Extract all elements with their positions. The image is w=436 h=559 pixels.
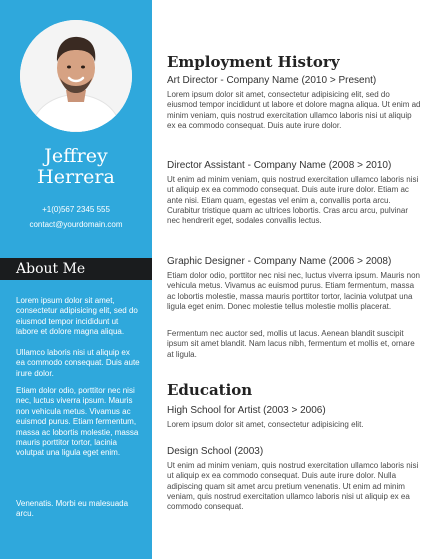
job-description: Fermentum nec auctor sed, mollis ut lacus. Aenean blandit suscipit ipsum sit amet blandit. Nam lacus nibh, fermentum et mollis et, ornare at ligula.: [167, 329, 415, 359]
first-name: Jeffrey: [44, 145, 108, 167]
profile-name: [0, 146, 152, 188]
about-paragraph: Etiam dolor odio, porttitor nec nisi nec, luctus viverra ipsum. Mauris non vehicula metus. Vivamus ac euismod purus. Etiam fermentum, massa ac lobortis molestie, massa mauris porttitor tortor, lacinia volutpat una ligula eget enim.: [16, 386, 139, 458]
job-description: Lorem ipsum dolor sit amet, consectetur adipisicing elit, sed do eiusmod tempor incididunt ut labore et dolore magna aliqua. Ut enim ad minim veniam, quis nostrud exercitation ullamco laboris nisi ut aliquip ex ea commodo consequat. Duis aute irure dolor.: [167, 90, 421, 130]
about-paragraph: Lorem ipsum dolor sit amet, consectetur adipisicing elit, sed do eiusmod tempor incididunt ut labore et dolore magna aliqua.: [16, 296, 138, 337]
last-name: Herrera: [37, 166, 115, 188]
education-title: Design School (2003): [167, 446, 264, 457]
about-paragraph: Venenatis. Morbi eu malesuada arcu.: [16, 499, 129, 519]
job-title: Graphic Designer - Company Name (2006 > 2008): [167, 256, 392, 267]
profile-photo: [20, 20, 132, 132]
employment-heading: Employment History: [167, 53, 340, 71]
education-description: Ut enim ad minim veniam, quis nostrud exercitation ullamco laboris nisi ut aliquip ex ea commodo consequat. Duis aute irure dolor. Nulla adipiscing quam sit amet arcu pretium venenatis. Ut enim ad minim veniam, quis nostrud exercitation ullamco laboris nisi ut aliquip ex ea commodo consequat.: [167, 461, 419, 512]
job-description: Etiam dolor odio, porttitor nec nisi nec, luctus viverra ipsum. Mauris non vehicula metus. Vivamus ac euismod purus. Etiam fermentum, massa ac lobortis molestie, massa mauris porttitor tortor, lacinia volutpat una ligula eget enim. Donec molestie tellus molestie mollis placerat.: [167, 271, 420, 311]
job-title: Art Director - Company Name (2010 > Present): [167, 75, 377, 86]
portrait-image: [20, 20, 132, 132]
job-description: Ut enim ad minim veniam, quis nostrud exercitation ullamco laboris nisi ut aliquip ex ea commodo consequat. Duis aute irure dolor. Etiam ac ante nisi. Etiam quam, egestas vel enim a, convallis porta arcu. Curabitur tristique quam ac ultrices lobortis. Cras arcu arcu, pulvinar nec hendrerit eget, sodales convallis lectus.: [167, 175, 419, 226]
email-address: contact@yourdomain.com: [29, 220, 123, 229]
phone-number: +1(0)567 2345 555: [42, 205, 110, 214]
education-title: High School for Artist (2003 > 2006): [167, 405, 326, 416]
job-title: Director Assistant - Company Name (2008 > 2010): [167, 160, 392, 171]
education-description: Lorem ipsum dolor sit amet, consectetur adipisicing elit.: [167, 420, 364, 429]
sidebar: [0, 0, 152, 559]
about-paragraph: Ullamco laboris nisi ut aliquip ex ea commodo consequat. Duis aute irure dolor.: [16, 348, 140, 378]
about-heading: About Me: [16, 261, 86, 277]
education-heading: Education: [167, 381, 253, 399]
